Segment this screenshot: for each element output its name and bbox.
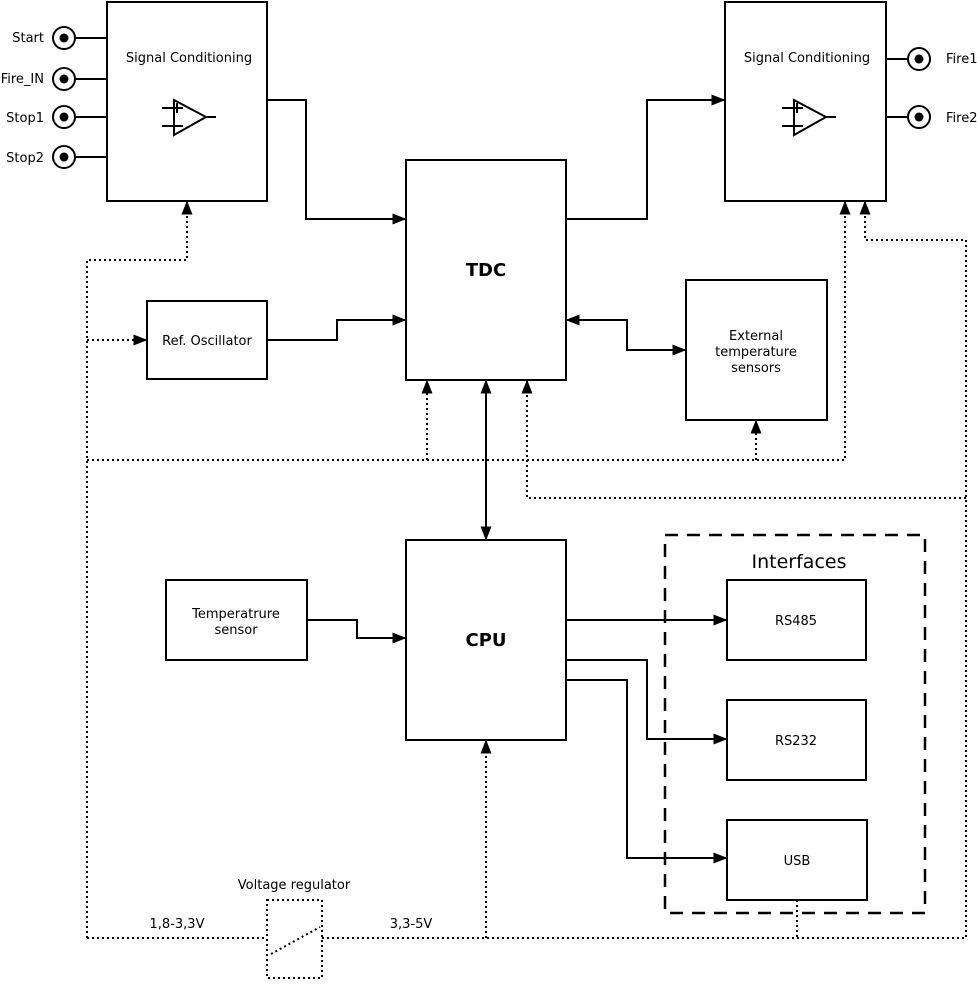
- signal-conditioning-right-label: Signal Conditioning: [743, 51, 871, 66]
- wire-tdc-ext-temp-link: [566, 320, 686, 350]
- voltage-regulator-label: Voltage regulator: [237, 878, 351, 893]
- signal-conditioning-right-block: [725, 2, 886, 201]
- cpu-label: CPU: [465, 630, 507, 651]
- port-label-fire2: Fire2: [946, 111, 977, 126]
- temperature-sensor-label-line1: Temperatrure: [192, 607, 280, 622]
- interfaces-group-label: Interfaces: [751, 551, 847, 573]
- external-temp-sensors-label-line3: sensors: [731, 361, 781, 376]
- rs485-label: RS485: [774, 614, 818, 629]
- temperature-sensor-label-line2: sensor: [214, 623, 258, 638]
- connector-stop1: [53, 106, 75, 128]
- ref-oscillator-label: Ref. Oscillator: [162, 334, 252, 349]
- wire-tdc-to-sc-right: [566, 100, 725, 219]
- wire-sc-left-to-tdc: [267, 100, 406, 219]
- port-label-fire-in: Fire_IN: [0, 72, 44, 87]
- signal-conditioning-left-block: [107, 2, 267, 201]
- tdc-label: TDC: [465, 260, 507, 281]
- connector-fire2: [908, 106, 930, 128]
- external-temp-sensors-label-line2: temperature: [715, 345, 797, 360]
- wire-temp-sensor-to-cpu: [307, 620, 406, 638]
- port-label-stop2: Stop2: [6, 151, 44, 166]
- usb-label: USB: [783, 854, 811, 869]
- connector-fire1: [908, 48, 930, 70]
- wire-cpu-to-rs232: [566, 660, 727, 739]
- signal-conditioning-left-label: Signal Conditioning: [125, 51, 253, 66]
- voltage-regulator-block: [267, 900, 322, 978]
- connector-start: [53, 27, 75, 49]
- port-label-start: Start: [12, 31, 44, 46]
- wire-ref-oscillator-to-tdc: [267, 320, 406, 340]
- port-label-fire1: Fire1: [946, 52, 977, 67]
- power-left-rail-label: 1,8-3,3V: [149, 917, 205, 932]
- connector-fire-in: [53, 68, 75, 90]
- external-temp-sensors-label-line1: External: [729, 329, 783, 344]
- voltage-regulator-diagonal: [271, 927, 320, 954]
- connector-stop2: [53, 146, 75, 168]
- rs232-label: RS232: [774, 734, 818, 749]
- power-right-rail-label: 3,3-5V: [389, 917, 433, 932]
- port-label-stop1: Stop1: [6, 111, 44, 126]
